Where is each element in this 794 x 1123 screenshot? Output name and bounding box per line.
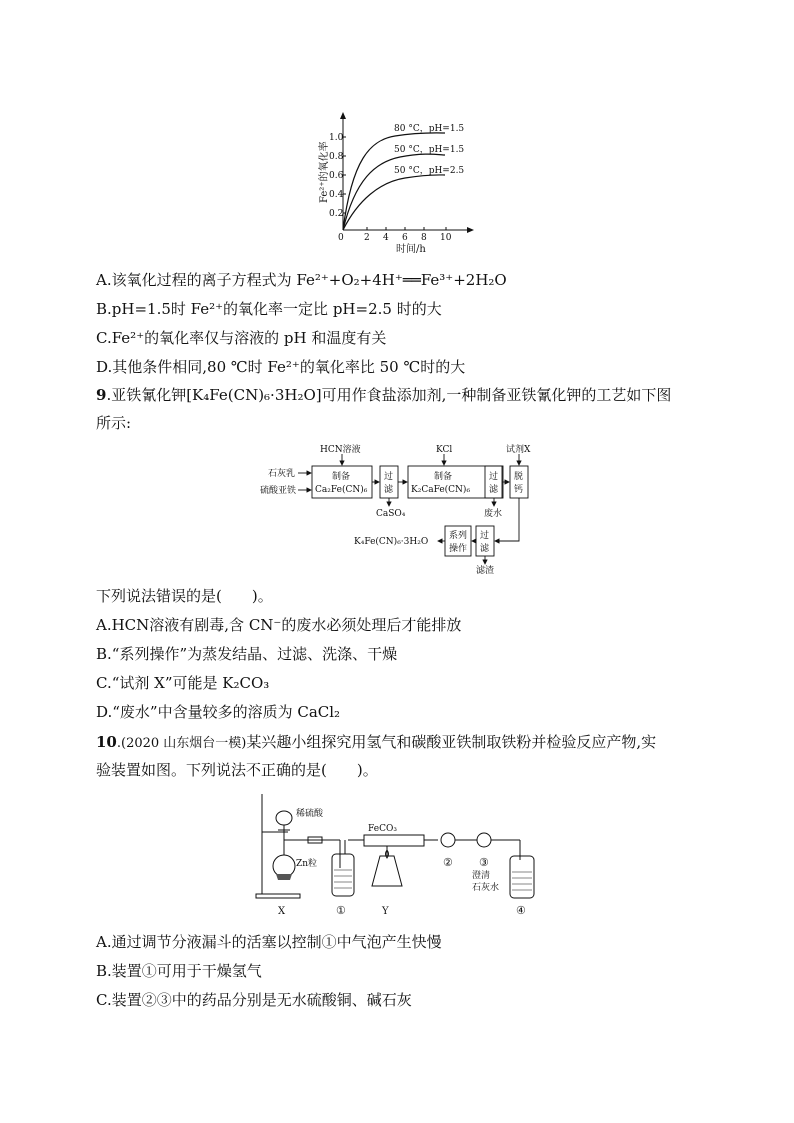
q10-option-c: C.装置②③中的药品分别是无水硫酸铜、碱石灰: [96, 991, 412, 1009]
curve-label-3: 50 °C，pH=2.5: [394, 166, 465, 176]
flow-decal-line2: 钙: [514, 485, 524, 495]
q10-stem-line2: 验装置如图。下列说法不正确的是( )。: [96, 761, 378, 779]
x-tick-3: 6: [402, 233, 408, 243]
apparatus-limewater-line1: 澄清: [472, 871, 491, 881]
apparatus-2-label: ②: [443, 856, 453, 869]
q10-source: .(2020 山东烟台一模): [116, 736, 247, 751]
flow-decal-line1: 脱: [514, 472, 524, 482]
q10-stem-line1: [96, 732, 656, 754]
q10-stem-text: 某兴趣小组探究用氢气和碳酸亚铁制取铁粉并检验反应产物,实: [246, 733, 657, 751]
y-tick-1: 1.0: [329, 133, 344, 143]
flow-series-line2: 操作: [449, 544, 468, 554]
flow-box1-line2: Ca₂Fe(CN)₆: [315, 485, 368, 495]
y-tick-5: 0.2: [329, 209, 344, 219]
q10-option-b: B.装置①可用于干燥氢气: [96, 962, 262, 980]
q9-number: 9: [96, 386, 107, 404]
y-axis-label: Fe²⁺的氧化率: [319, 141, 330, 203]
flow-caso4-label: CaSO₄: [376, 509, 406, 519]
y-tick-3: 0.6: [329, 171, 344, 181]
flow-filter3-line1: 过: [480, 531, 490, 541]
apparatus-diagram: [248, 790, 558, 922]
flow-box1-line1: 制备: [332, 472, 351, 482]
q9-option-d: D.“废水”中含量较多的溶质为 CaCl₂: [96, 703, 341, 721]
curve-label-2: 50 °C，pH=1.5: [394, 145, 465, 155]
flow-box2-line2: K₂CaFe(CN)₆: [411, 485, 471, 495]
flow-filter1-line2: 滤: [384, 485, 394, 495]
apparatus-limewater-line2: 石灰水: [472, 883, 500, 893]
curve-50c-ph25: [343, 175, 445, 230]
apparatus-feco3-label: FeCO₃: [368, 824, 397, 834]
flow-filter2-line2: 滤: [489, 485, 499, 495]
flow-hcn-label: HCN溶液: [320, 445, 361, 455]
q9-stem-line2: 所示:: [96, 414, 132, 432]
x-tick-5: 10: [440, 233, 452, 243]
q9-option-c: C.“试剂 X”可能是 K₂CO₃: [96, 674, 270, 692]
q9-option-b: B.“系列操作”为蒸发结晶、过滤、洗涤、干燥: [96, 645, 398, 663]
y-tick-4: 0.4: [329, 190, 344, 200]
q8-option-a: A.该氧化过程的离子方程式为 Fe²⁺+O₂+4H⁺══Fe³⁺+2H₂O: [96, 271, 507, 289]
apparatus-acid-label: 稀硫酸: [296, 809, 324, 819]
q10-option-a: A.通过调节分液漏斗的活塞以控制①中气泡产生快慢: [96, 933, 442, 951]
oxidation-rate-graph: [300, 100, 500, 260]
apparatus-y-label: Y: [382, 906, 389, 917]
q8-option-b: B.pH=1.5时 Fe²⁺的氧化率一定比 pH=2.5 时的大: [96, 300, 442, 318]
origin-label: 0: [338, 233, 344, 243]
flow-filter1-line1: 过: [384, 472, 394, 482]
process-flow-diagram: [240, 442, 560, 577]
x-tick-1: 2: [364, 233, 370, 243]
q9-stem-line1: [96, 385, 671, 405]
q8-option-c: C.Fe²⁺的氧化率仅与溶液的 pH 和温度有关: [96, 329, 387, 347]
flow-reagent-x-label: 试剂X: [506, 445, 531, 455]
apparatus-3-label: ③: [479, 856, 489, 869]
q8-option-d: D.其他条件相同,80 ℃时 Fe²⁺的氧化率比 50 ℃时的大: [96, 358, 466, 376]
q10-number: 10: [96, 733, 117, 751]
flow-residue-label: 滤渣: [476, 566, 495, 576]
x-tick-2: 4: [383, 233, 389, 243]
flow-box2-line1: 制备: [434, 472, 453, 482]
flow-filter2-line1: 过: [489, 472, 499, 482]
flow-lime-label: 石灰乳: [268, 469, 296, 479]
flow-series-line1: 系列: [449, 531, 468, 541]
q9-question: 下列说法错误的是( )。: [96, 587, 273, 605]
flow-waste-label: 废水: [484, 509, 503, 519]
q9-option-a: A.HCN溶液有剧毒,含 CN⁻的废水必须处理后才能排放: [96, 616, 462, 634]
x-tick-4: 8: [421, 233, 427, 243]
apparatus-x-label: X: [278, 906, 286, 917]
q9-stem-text: .亚铁氰化钾[K₄Fe(CN)₆·3H₂O]可用作食盐添加剂,一种制备亚铁氰化钾的工艺如下图: [106, 386, 672, 404]
flow-filter3-line2: 滤: [480, 544, 490, 554]
flow-kcl-label: KCl: [436, 445, 453, 455]
y-tick-2: 0.8: [329, 152, 344, 162]
apparatus-zn-label: Zn粒: [296, 859, 318, 869]
curve-label-1: 80 °C，pH=1.5: [394, 124, 465, 134]
apparatus-4-label: ④: [516, 904, 526, 917]
flow-feso4-label: 硫酸亚铁: [260, 486, 297, 496]
x-axis-label: 时间/h: [396, 244, 426, 255]
flow-product-label: K₄Fe(CN)₆·3H₂O: [354, 537, 429, 547]
apparatus-1-label: ①: [336, 904, 346, 917]
